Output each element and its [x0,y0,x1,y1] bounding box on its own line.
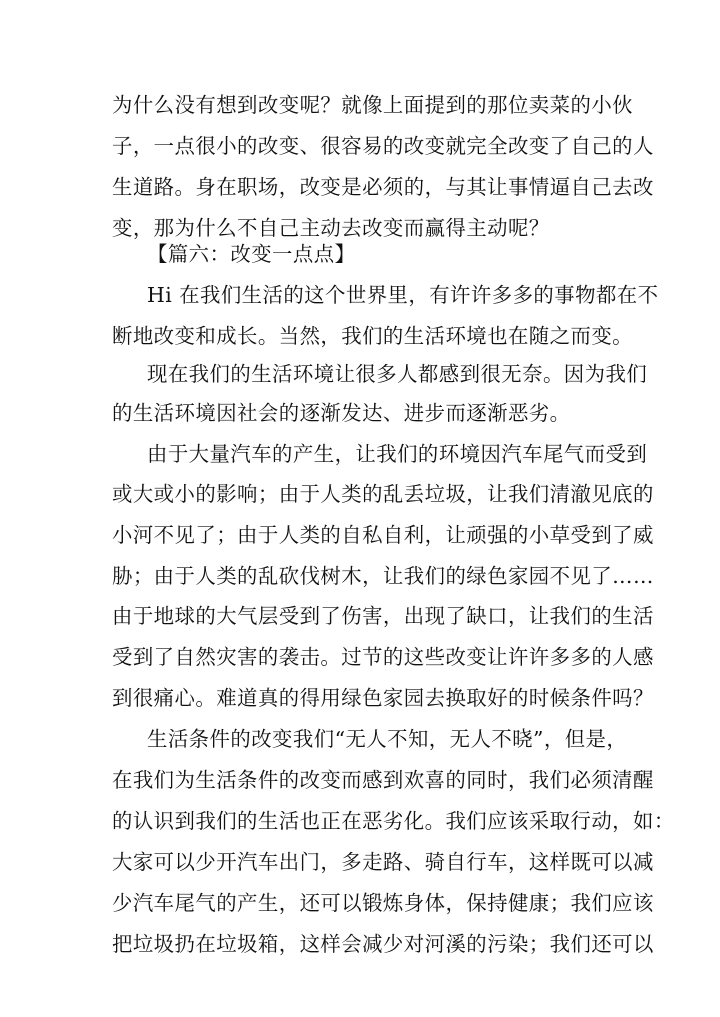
paragraph-first-line: 由于大量汽车的产生，让我们的环境因汽车尾气而受到 [147,442,648,466]
paragraph-first-line: 现在我们的生活环境让很多人都感到很无奈。因为我们 [147,362,648,386]
text-line: 断地改变和成长。当然，我们的生活环境也在随之而变。 [112,324,634,348]
text-line: 的生活环境因社会的逐渐发达、进步而逐渐恶劣。 [112,401,571,425]
text-line: 变，那为什么不自己主动去改变而赢得主动呢？ [112,216,550,240]
text-line: 为什么没有想到改变呢？就像上面提到的那位卖菜的小伙 [112,93,634,117]
text-line: 到很痛心。难道真的得用绿色家园去换取好的时候条件吗？ [112,686,654,710]
text-line: 把垃圾扔在垃圾箱，这样会减少对河溪的污染；我们还可以 [112,932,654,956]
text-line: 子，一点很小的改变、很容易的改变就完全改变了自己的人 [112,134,654,158]
text-line: 的认识到我们的生活也正在恶劣化。我们应该采取行动，如： [112,809,675,833]
text-line: 少汽车尾气的产生，还可以锻炼身体，保持健康；我们应该 [112,891,654,915]
text-line: 或大或小的影响；由于人类的乱丢垃圾，让我们清澈见底的 [112,482,654,506]
text-line: 在我们为生活条件的改变而感到欢喜的同时，我们必须清醒 [112,768,654,792]
text-line: 胁；由于人类的乱砍伐树木，让我们的绿色家园不见了…… [112,564,654,588]
text-line: 小河不见了；由于人类的自私自利，让顽强的小草受到了威 [112,523,654,547]
text-line: 生道路。身在职场，改变是必须的，与其让事情逼自己去改 [112,175,654,199]
paragraph-first-line: 生活条件的改变我们“无人不知，无人不晓”，但是， [147,727,628,751]
text-line: 大家可以少开汽车出门，多走路、骑自行车，这样既可以减 [112,850,654,874]
text-line: 由于地球的大气层受到了伤害，出现了缺口，让我们的生活 [112,604,654,628]
section-heading: 【篇六：改变一点点】 [147,242,356,266]
paragraph-first-line: Hi 在我们生活的这个世界里，有许许多多的事物都在不 [147,283,659,307]
text-line: 受到了自然灾害的袭击。过节的这些改变让许许多多的人感 [112,645,654,669]
